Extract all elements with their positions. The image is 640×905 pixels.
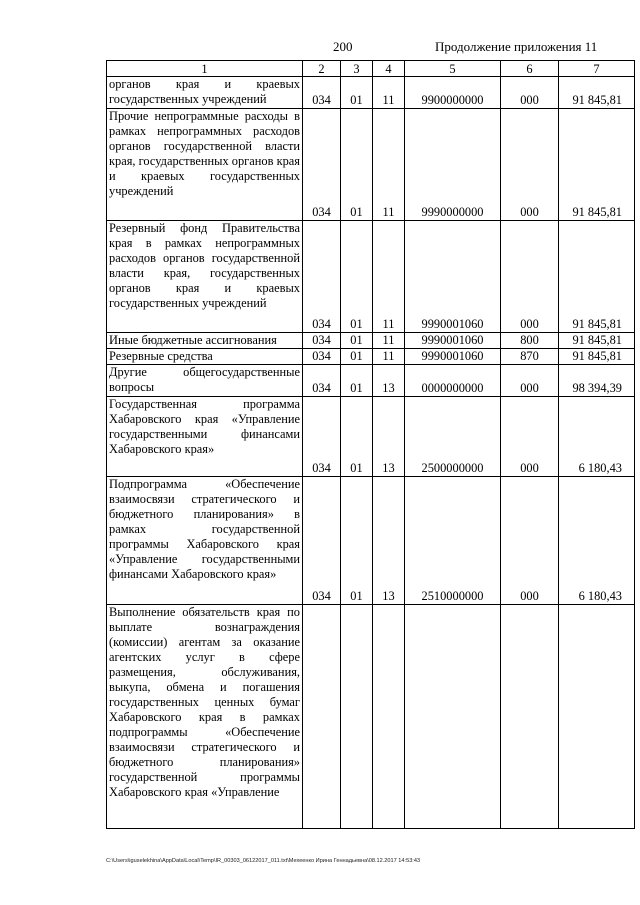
amount: 6 180,43 [559, 397, 635, 477]
subsection-code: 11 [373, 349, 405, 365]
section-code [341, 605, 373, 829]
target-article-code: 9990001060 [405, 349, 501, 365]
gp-code: 034 [303, 77, 341, 109]
expense-type-code: 000 [501, 77, 559, 109]
gp-code: 034 [303, 397, 341, 477]
expense-name: Подпрограмма «Обеспечение взаимосвязи стратегического и бюджетного планирования» в рамках государственной программы Хабаровского края «Управление государственными финансами Хабаровского края» [107, 477, 303, 605]
expense-type-code: 000 [501, 221, 559, 333]
expense-name: Другие общегосударственные вопросы [107, 365, 303, 397]
expense-name: Резервный фонд Правительства края в рамках непрограммных расходов органов государственной власти края, государственных органов края и краевых государственных учреждений [107, 221, 303, 333]
target-article-code: 9900000000 [405, 77, 501, 109]
section-code: 01 [341, 77, 373, 109]
table-row [107, 397, 635, 477]
table-header-row [107, 61, 635, 77]
column-header: 7 [559, 61, 635, 77]
gp-code: 034 [303, 349, 341, 365]
target-article-code: 2500000000 [405, 397, 501, 477]
amount: 6 180,43 [559, 477, 635, 605]
expense-type-code: 000 [501, 397, 559, 477]
table-row [107, 221, 635, 333]
table-row [107, 349, 635, 365]
section-code: 01 [341, 221, 373, 333]
subsection-code: 11 [373, 109, 405, 221]
column-header: 2 [303, 61, 341, 77]
expense-type-code: 000 [501, 109, 559, 221]
section-code: 01 [341, 477, 373, 605]
expense-name: Резервные средства [107, 349, 303, 365]
appendix-continuation-label: Продолжение приложения 11 [435, 39, 598, 54]
gp-code: 034 [303, 365, 341, 397]
column-header: 3 [341, 61, 373, 77]
expense-type-code [501, 605, 559, 829]
budget-table [106, 60, 635, 829]
file-path-footer: C:\Users\iguselekhina\AppData\Local\Temp\IR_00303_06122017_011.txt\Мехеенко Ирина Геннадьевна\08.12.2017 14:53:43 [106, 858, 421, 864]
subsection-code: 11 [373, 221, 405, 333]
expense-type-code: 800 [501, 333, 559, 349]
target-article-code [405, 605, 501, 829]
table-row [107, 477, 635, 605]
column-header: 6 [501, 61, 559, 77]
target-article-code: 9990001060 [405, 221, 501, 333]
section-code: 01 [341, 333, 373, 349]
column-header: 5 [405, 61, 501, 77]
amount: 91 845,81 [559, 221, 635, 333]
expense-type-code: 000 [501, 365, 559, 397]
amount: 91 845,81 [559, 109, 635, 221]
amount: 98 394,39 [559, 365, 635, 397]
column-header: 4 [373, 61, 405, 77]
subsection-code: 13 [373, 397, 405, 477]
subsection-code [373, 605, 405, 829]
amount: 91 845,81 [559, 349, 635, 365]
amount [559, 605, 635, 829]
amount: 91 845,81 [559, 333, 635, 349]
table-row [107, 605, 635, 829]
expense-type-code: 000 [501, 477, 559, 605]
expense-type-code: 870 [501, 349, 559, 365]
section-code: 01 [341, 365, 373, 397]
subsection-code: 13 [373, 477, 405, 605]
section-code: 01 [341, 349, 373, 365]
table-row [107, 333, 635, 349]
table-row [107, 77, 635, 109]
amount: 91 845,81 [559, 77, 635, 109]
expense-name: Государственная программа Хабаровского края «Управление государственными финансами Хабаровского края» [107, 397, 303, 477]
expense-name: Прочие непрограммные расходы в рамках непрограммных расходов органов государственной власти края, государственных органов края и краевых государственных учреждений [107, 109, 303, 221]
subsection-code: 11 [373, 77, 405, 109]
table-row [107, 109, 635, 221]
table-row [107, 365, 635, 397]
page-number: 200 [333, 39, 353, 54]
expense-name: Иные бюджетные ассигнования [107, 333, 303, 349]
expense-name: Выполнение обязательств края по выплате вознаграждения (комиссии) агентам за оказание агентских услуг в сфере размещения, обслуживания, выкупа, обмена и погашения государственных ценных бумаг Хабаровского края в рамках подпрограммы «Обеспечение взаимосвязи стратегического и бюджетного планирования» государственной программы Хабаровского края «Управление [107, 605, 303, 829]
target-article-code: 9990001060 [405, 333, 501, 349]
gp-code [303, 605, 341, 829]
target-article-code: 9990000000 [405, 109, 501, 221]
target-article-code: 2510000000 [405, 477, 501, 605]
gp-code: 034 [303, 477, 341, 605]
gp-code: 034 [303, 221, 341, 333]
target-article-code: 0000000000 [405, 365, 501, 397]
section-code: 01 [341, 109, 373, 221]
subsection-code: 11 [373, 333, 405, 349]
column-header: 1 [107, 61, 303, 77]
gp-code: 034 [303, 109, 341, 221]
gp-code: 034 [303, 333, 341, 349]
section-code: 01 [341, 397, 373, 477]
expense-name: органов края и краевых государственных учреждений [107, 77, 303, 109]
subsection-code: 13 [373, 365, 405, 397]
